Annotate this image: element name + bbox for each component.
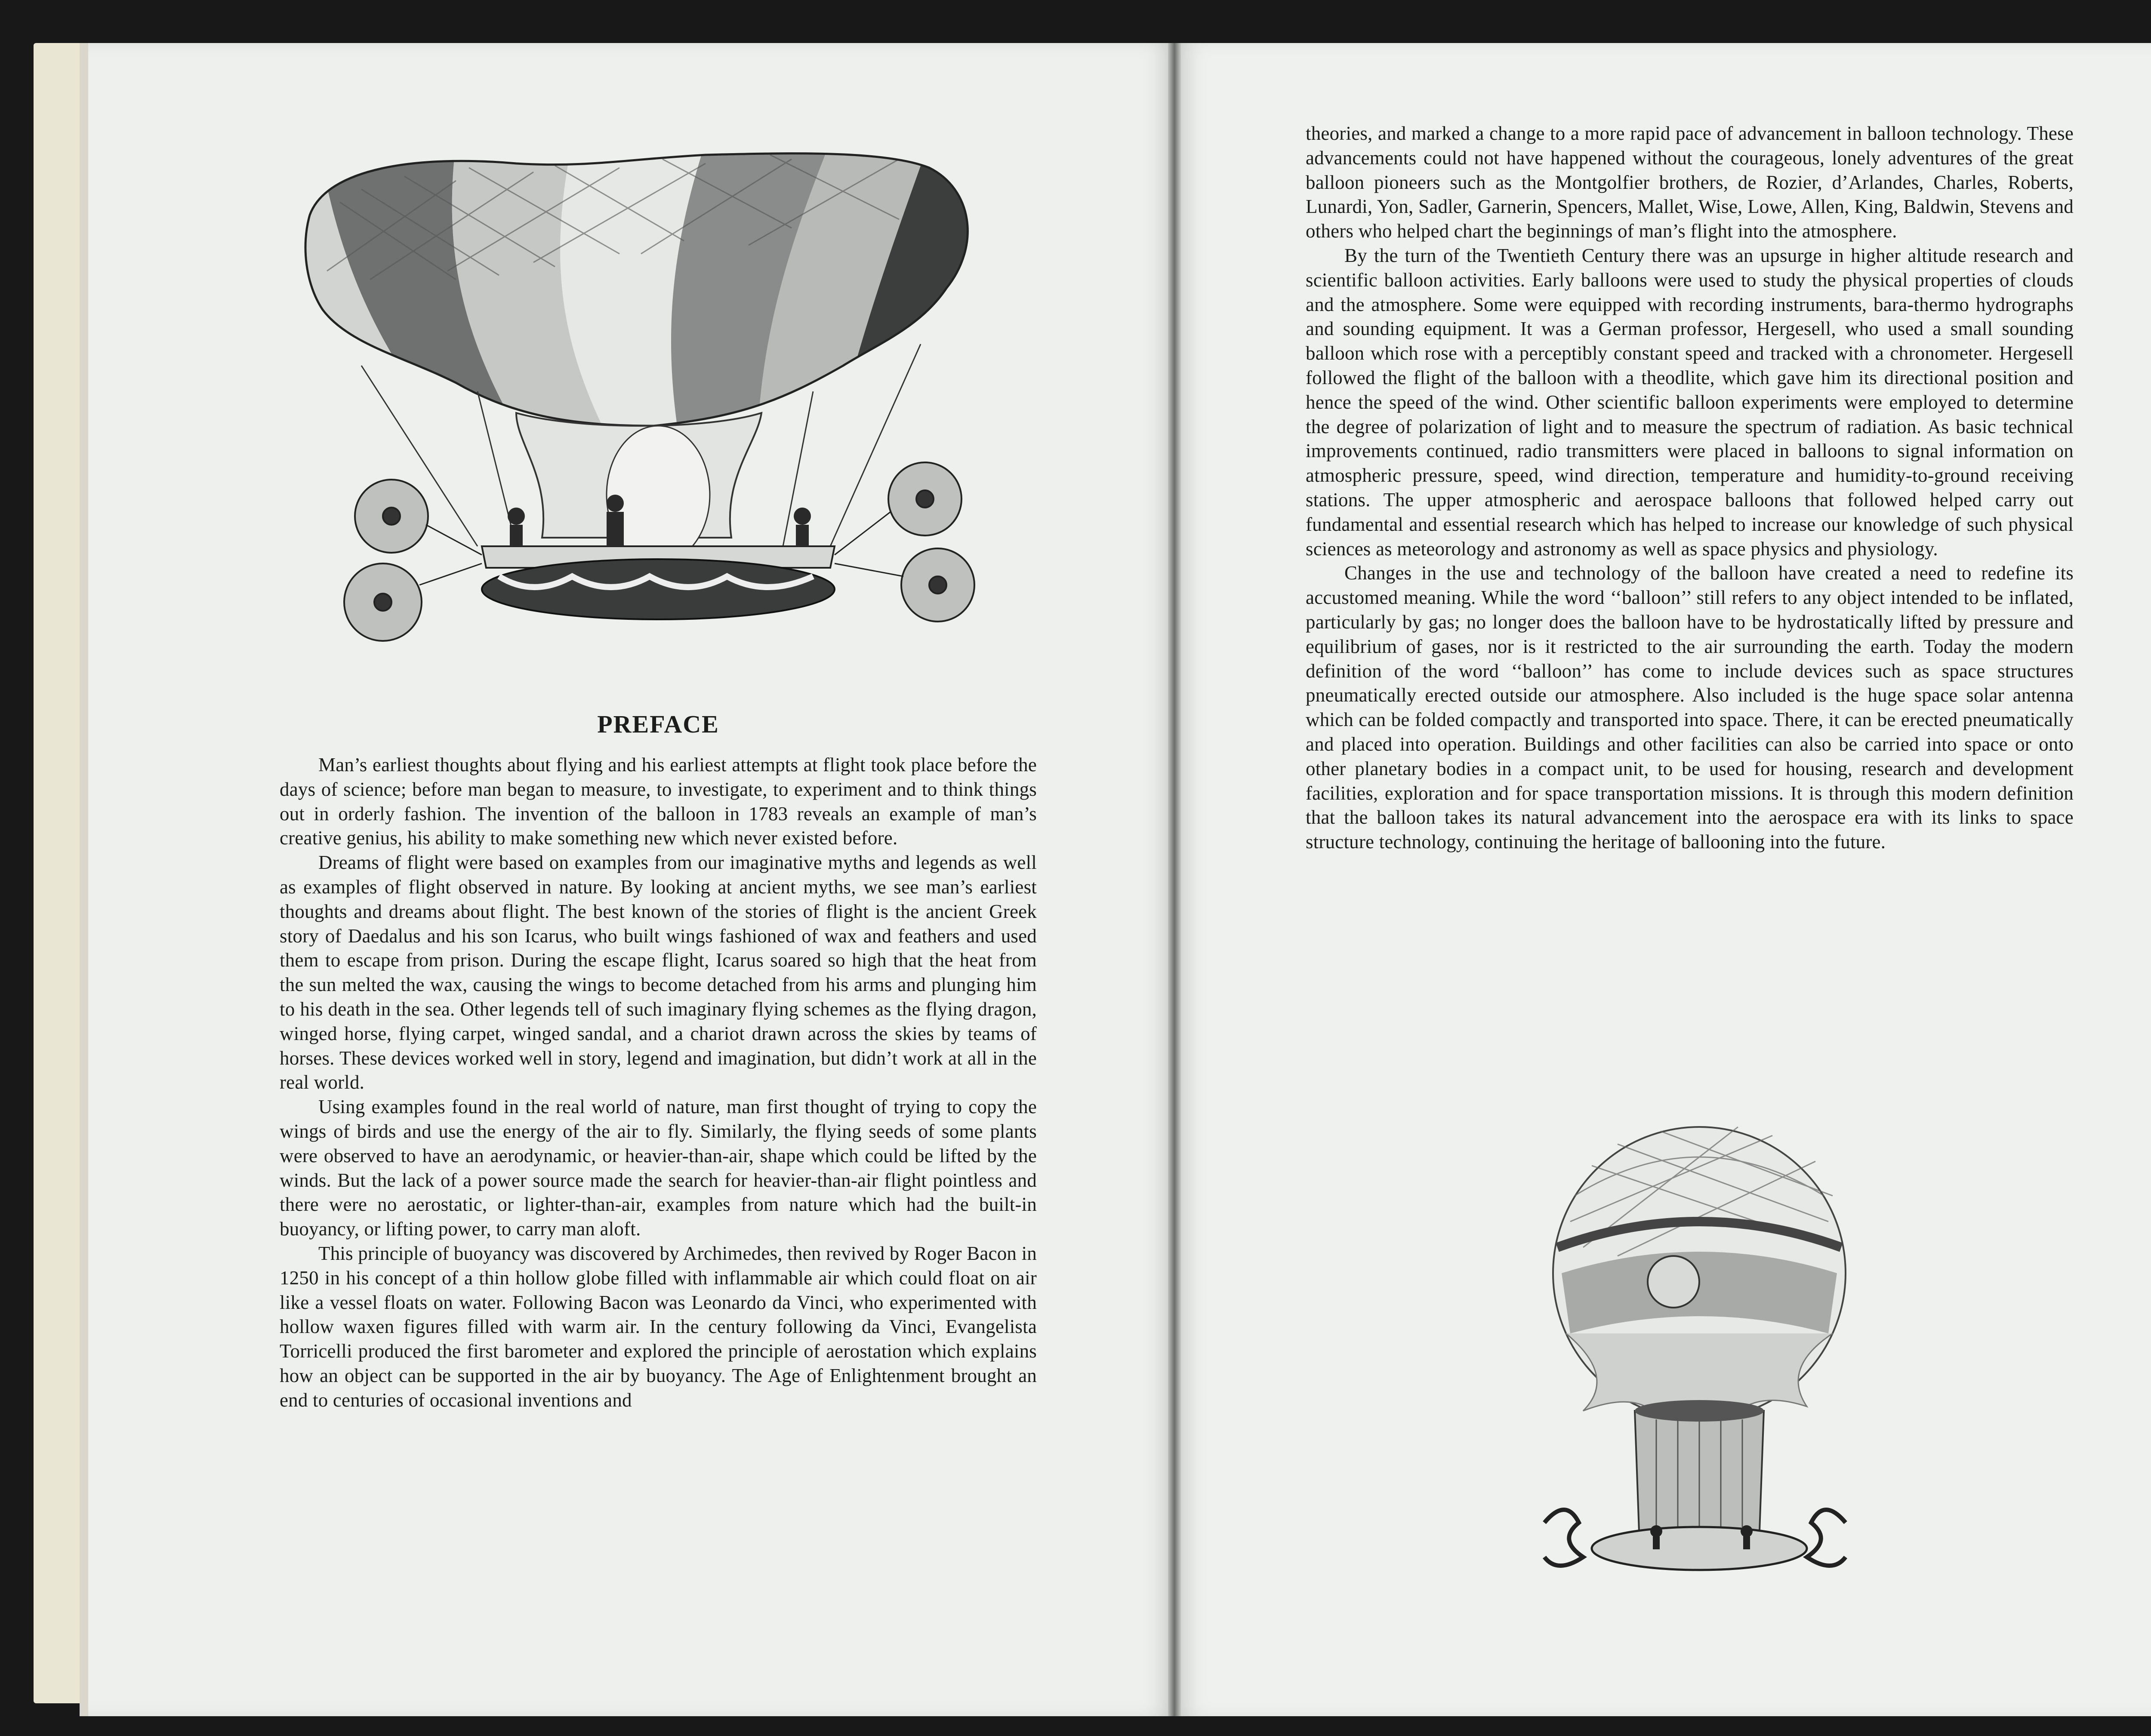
preface-paragraph-2: Dreams of flight were based on examples from our imaginative myths and legends as well as examples of flight observed in nature. By looking at ancient myths, we see man’s earliest thoughts and dreams about flight. The best known of the stories of flight is the ancient Greek story of Daedalus and his son Icarus, who built wings fashioned of wax and feathers and used them to escape from prison. During the escape flight, Icarus soared so high that the heat from the sun melted the wax, causing the wings to become detached from his arms and plunging him to his death in the sea. Other legends tell of such imaginary flying schemes as the flying dragon, winged horse, flying carpet, winged sandal, and a chariot drawn across the skies by teams of horses. These devices worked well in story, legend and imagination, but didn’t work at all in the real world. — [280, 852, 1037, 1093]
book-gutter — [1168, 43, 1181, 1716]
globe-balloon-illustration — [1532, 1110, 1858, 1600]
continuation-paragraph-1: theories, and marked a change to a more rapid pace of advancement in balloon technology. These advancements could not have happened without the courageous, lonely adventures of the great balloon pioneers such as the Montgolfier brothers, de Rozier, d’Arlandes, Charles, Roberts, Lunardi, Yon, Sadler, Garnerin, Spencers, Mallet, Wise, Lowe, Allen, King, Baldwin, Stevens and others who helped chart the beginnings of man’s flight into the atmosphere. — [1306, 123, 2074, 242]
striped-balloon-illustration — [275, 142, 1032, 658]
preface-paragraph-1: Man’s earliest thoughts about flying and his earliest attempts at flight took place before the days of science; before man began to measure, to investigate, to experiment and to think things out in orderly fashion. The invention of the balloon in 1783 reveals an example of man’s creative genius, his ability to make something new which never existed before. — [280, 754, 1037, 849]
preface-paragraph-3: Using examples found in the real world of nature, man first thought of trying to copy the wings of birds and use the energy of the air to fly. Similarly, the flying seeds of some plants were observed to have an aerodynamic, or heavier-than-air, shape which could be lifted by the winds. But the lack of a power source made the search for heavier-than-air flight pointless and there were no aerostatic, or lighter-than-air, examples from nature which had the built-in buoyancy, or lifting power, to carry man aloft. — [280, 1096, 1037, 1240]
preface-paragraph-4: This principle of buoyancy was discovered by Archimedes, then revived by Roger Bacon in 1250 in his concept of a thin hollow globe filled with inflammable air which could float on air like a vessel floats on water. Following Bacon was Leonardo da Vinci, who experimented with hollow waxen figures filled with warm air. In the century following da Vinci, Evangelista Torricelli produced the first barometer and explored the principle of aerostation which explains how an object can be supported in the air by buoyancy. The Age of Enlightenment brought an end to centuries of occasional inventions and — [280, 1242, 1037, 1411]
continuation-paragraph-3: Changes in the use and technology of the balloon have created a need to redefine its accustomed meaning. While the word ‘‘balloon’’ still refers to any object intended to be inflated, particularly by gas; no longer does the balloon have to be hydrostatically lifted by pressure and equilibrium of gases, nor is it restricted to the air surrounding the earth. Today the modern definition of the word ‘‘balloon’’ has come to include devices such as space structures pneumatically erected outside our atmosphere. Also included is the huge space solar antenna which can be folded compactly and transported into space. There, it can be erected pneumatically and placed into operation. Buildings and other facilities can also be carried into space or onto other planetary bodies in a compact unit, to be used for housing, research and development facilities, exploration and for space transportation missions. It is through this modern definition that the balloon takes its natural advancement into the aerospace era with its links to space structure technology, continuing the heritage of ballooning into the future. — [1306, 562, 2074, 853]
page-title: PREFACE — [597, 710, 719, 738]
continuation-paragraph-2: By the turn of the Twentieth Century there was an upsurge in higher altitude research and scientific balloon activities. Early balloons were used to study the physical properties of clouds and the atmosphere. Some were equipped with recording instruments, bara-thermo hydrographs and sounding equipment. It was a German professor, Hergesell, who used a small sounding balloon which rose with a perceptibly constant speed and tracked with a chronometer. Hergesell followed the flight of the balloon with a theodlite, which gave him its directional position and hence the speed of the wind. Other scientific balloon experiments were employed to determine the degree of polarization of light and to measure the spectrum of radiation. As basic technical improvements continued, radio transmitters were placed in balloons to signal information on atmospheric pressure, speed, wind direction, temperature and humidity-to-ground receiving stations. The upper atmospheric and aerospace balloons that followed helped carry out fundamental and essential research which has helped to increase our knowledge of such physical sciences as meteorology and astronomy as well as space physics and physiology. — [1306, 244, 2074, 560]
continuation-column — [1306, 121, 2074, 854]
